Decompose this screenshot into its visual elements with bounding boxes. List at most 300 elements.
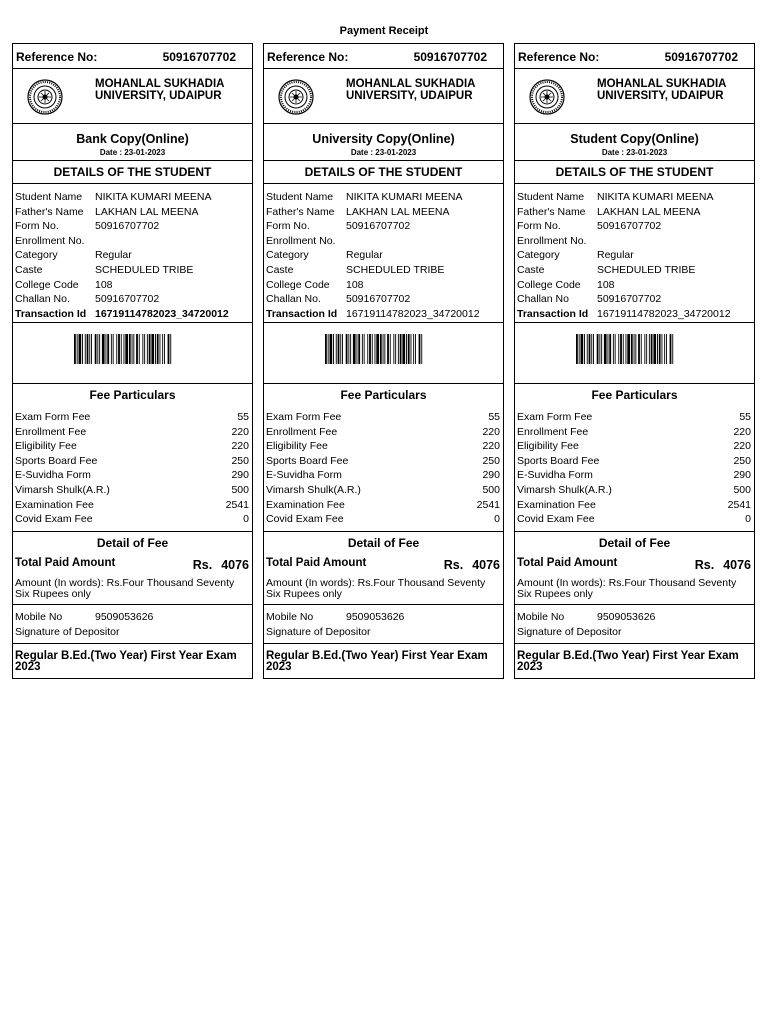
copy-title: Bank Copy(Online) <box>76 132 189 146</box>
barcode-bar <box>151 334 154 364</box>
fee-amount: 220 <box>482 425 500 438</box>
reference-label: Reference No: <box>267 50 349 64</box>
barcode-section <box>13 322 252 383</box>
amount-in-words: Amount (In words): Rs.Four Thousand Seventy Six Rupees only <box>517 577 737 600</box>
exam-name: Regular B.Ed.(Two Year) First Year Exam 2023 <box>266 650 488 673</box>
field-label: Form No. <box>15 220 59 233</box>
barcode-bar <box>411 334 412 364</box>
barcode-bar <box>155 334 156 364</box>
amount-in-words: Amount (In words): Rs.Four Thousand Seventy Six Rupees only <box>15 577 235 600</box>
barcode-bar <box>615 334 616 364</box>
barcode-bar <box>398 334 399 364</box>
barcode-bar <box>95 334 97 364</box>
barcode-bar <box>626 334 627 364</box>
fee-row <box>266 512 500 526</box>
barcode-bar <box>99 334 100 364</box>
field-label: Student Name <box>266 191 334 203</box>
fee-amount: 55 <box>488 411 500 423</box>
copy-header <box>13 123 252 160</box>
fee-detail-section <box>515 531 754 604</box>
copy-header <box>264 123 503 160</box>
field-label: Enrollment No. <box>266 234 336 247</box>
detail-of-fee-heading: Detail of Fee <box>96 536 169 550</box>
barcode-bar <box>395 334 396 364</box>
barcode-bar <box>657 334 658 364</box>
fee-row <box>517 498 751 512</box>
barcode-bar <box>635 334 636 364</box>
barcode-image <box>74 334 192 364</box>
field-label: College Code <box>266 278 330 291</box>
fee-amount: 55 <box>237 411 249 423</box>
barcode-bar <box>576 334 578 364</box>
barcode-bar <box>376 334 379 364</box>
signature-label: Signature of Depositor <box>266 626 371 638</box>
signature-row <box>15 625 249 639</box>
fee-label: Sports Board Fee <box>517 454 600 467</box>
fee-label: Covid Exam Fee <box>517 513 595 526</box>
field-value: NIKITA KUMARI MEENA <box>597 191 714 203</box>
copy-title: University Copy(Online) <box>312 132 455 146</box>
details-heading-section <box>515 160 754 183</box>
fee-row <box>517 483 751 497</box>
barcode-bar <box>579 334 580 364</box>
barcode-bar <box>116 334 117 364</box>
fee-label: Sports Board Fee <box>15 454 98 467</box>
barcode-bar <box>162 334 163 364</box>
field-label: Challan No. <box>266 293 321 306</box>
barcode-bar <box>160 334 161 364</box>
fee-label: Vimarsh Shulk(A.R.) <box>15 484 110 496</box>
fee-row <box>266 454 500 468</box>
total-paid-amount <box>193 558 249 572</box>
details-heading: DETAILS OF THE STUDENT <box>555 165 714 179</box>
fee-row <box>15 410 249 424</box>
exam-name: Regular B.Ed.(Two Year) First Year Exam 2023 <box>517 650 739 673</box>
fee-label: Examination Fee <box>517 498 596 511</box>
barcode-bar <box>670 334 672 364</box>
barcode-bar <box>77 334 78 364</box>
barcode-bar <box>584 334 585 364</box>
barcode-bar <box>164 334 165 364</box>
fee-row <box>15 483 249 497</box>
barcode-bar <box>608 334 609 364</box>
field-value: Regular <box>95 249 132 262</box>
student-row <box>266 263 500 277</box>
barcode-bar <box>591 334 592 364</box>
currency-label: Rs. <box>443 558 464 572</box>
barcode-bar <box>79 334 82 364</box>
barcode-bar <box>85 334 86 364</box>
university-name-line2: UNIVERSITY, UDAIPUR <box>95 90 222 102</box>
field-label: Category <box>15 249 58 262</box>
field-value: 16719114782023_34720012 <box>346 307 480 320</box>
barcode-bar <box>121 334 122 364</box>
signature-label: Signature of Depositor <box>15 626 120 638</box>
fee-particulars-heading: Fee Particulars <box>591 388 678 402</box>
barcode-bar <box>107 334 109 364</box>
barcode-section <box>264 322 503 383</box>
student-row <box>266 292 500 306</box>
field-value: SCHEDULED TRIBE <box>95 264 194 276</box>
barcode-bar <box>157 334 159 364</box>
student-row <box>15 292 249 306</box>
barcode-bar <box>646 334 647 364</box>
depositor-section <box>13 604 252 643</box>
fee-label: Examination Fee <box>266 498 345 511</box>
barcode-bar <box>380 334 382 364</box>
student-row <box>15 205 249 219</box>
university-name-line1: MOHANLAL SUKHADIA <box>597 78 727 90</box>
field-value: 108 <box>95 278 113 291</box>
field-label: Father's Name <box>517 205 586 218</box>
barcode-bar <box>408 334 410 364</box>
barcode-bar <box>353 334 356 364</box>
receipt-copy <box>263 43 504 679</box>
barcode-bar <box>415 334 416 364</box>
barcode-bar <box>102 334 105 364</box>
depositor-section <box>264 604 503 643</box>
barcode-bar <box>620 334 622 364</box>
barcode-bar <box>393 334 394 364</box>
barcode-bar <box>641 334 642 364</box>
fee-label: Exam Form Fee <box>15 411 91 423</box>
barcode-bar <box>387 334 389 364</box>
fee-row <box>517 439 751 453</box>
university-name <box>597 78 726 102</box>
university-seal-icon <box>529 79 565 115</box>
detail-of-fee-heading: Detail of Fee <box>347 536 420 550</box>
details-heading: DETAILS OF THE STUDENT <box>304 165 463 179</box>
field-value: 50916707702 <box>346 293 411 306</box>
barcode-bar <box>406 334 407 364</box>
fee-row <box>266 483 500 497</box>
field-label: Transaction Id <box>266 307 338 320</box>
fee-amount: 2541 <box>225 498 249 511</box>
barcode-bar <box>364 334 365 364</box>
reference-label: Reference No: <box>518 50 600 64</box>
field-value: LAKHAN LAL MEENA <box>95 205 199 218</box>
barcode-bar <box>87 334 89 364</box>
barcode-bar <box>623 334 624 364</box>
barcode-bar <box>659 334 661 364</box>
barcode-bar <box>91 334 92 364</box>
barcode-bar <box>662 334 663 364</box>
barcode-bar <box>589 334 591 364</box>
fee-label: Vimarsh Shulk(A.R.) <box>266 484 361 496</box>
barcode-bar <box>82 334 83 364</box>
mobile-label: Mobile No <box>266 611 314 623</box>
barcode-bar <box>593 334 594 364</box>
field-label: Category <box>266 249 309 262</box>
fee-amount: 0 <box>745 513 751 526</box>
field-label: Form No. <box>266 220 310 233</box>
barcode-bar <box>132 334 133 364</box>
field-label: Caste <box>15 264 43 276</box>
mobile-label: Mobile No <box>517 611 565 623</box>
barcode-bar <box>357 334 358 364</box>
barcode-bar <box>97 334 98 364</box>
barcode-bar <box>133 334 134 364</box>
fee-amount: 500 <box>482 484 500 496</box>
barcode-bar <box>651 334 653 364</box>
details-heading-section <box>264 160 503 183</box>
barcode-bar <box>627 334 630 364</box>
field-label: Father's Name <box>266 205 335 218</box>
mobile-label: Mobile No <box>15 611 63 623</box>
exam-name: Regular B.Ed.(Two Year) First Year Exam 2023 <box>15 650 237 673</box>
total-paid-label: Total Paid Amount <box>266 557 367 569</box>
exam-section <box>515 643 754 680</box>
barcode-bar <box>597 334 599 364</box>
amount-in-words: Amount (In words): Rs.Four Thousand Seventy Six Rupees only <box>266 577 486 600</box>
reference-section <box>264 44 503 68</box>
fee-label: Examination Fee <box>15 498 94 511</box>
total-value: 4076 <box>221 558 249 572</box>
currency-label: Rs. <box>192 558 213 572</box>
fee-particulars-heading: Fee Particulars <box>340 388 427 402</box>
reference-number: 50916707702 <box>162 50 236 64</box>
fee-particulars <box>13 383 252 531</box>
field-label: Challan No. <box>15 293 70 306</box>
fee-label: E-Suvidha Form <box>15 469 91 482</box>
fee-row <box>266 425 500 439</box>
field-label: Caste <box>517 264 545 276</box>
fee-row <box>15 512 249 526</box>
fee-label: Exam Form Fee <box>517 411 593 423</box>
barcode-bar <box>672 334 673 364</box>
reference-section <box>515 44 754 68</box>
field-value: SCHEDULED TRIBE <box>346 264 445 276</box>
fee-detail-section <box>264 531 503 604</box>
barcode-bar <box>664 334 665 364</box>
fee-amount: 220 <box>482 440 500 453</box>
fee-row <box>15 468 249 482</box>
fee-detail-section <box>13 531 252 604</box>
barcode-bar <box>149 334 151 364</box>
barcode-bar <box>649 334 650 364</box>
university-name-line1: MOHANLAL SUKHADIA <box>95 78 225 90</box>
barcode-bar <box>346 334 348 364</box>
reference-number: 50916707702 <box>664 50 738 64</box>
field-value: LAKHAN LAL MEENA <box>346 205 450 218</box>
fee-label: E-Suvidha Form <box>266 469 342 482</box>
barcode-bar <box>666 334 667 364</box>
fee-row <box>517 512 751 526</box>
barcode-bar <box>375 334 376 364</box>
fee-amount: 2541 <box>476 498 500 511</box>
barcode-bar <box>634 334 635 364</box>
receipt-copy <box>12 43 253 679</box>
field-value: 16719114782023_34720012 <box>95 307 229 320</box>
student-row <box>517 190 751 204</box>
fee-amount: 220 <box>231 440 249 453</box>
field-value: 50916707702 <box>95 220 160 233</box>
total-paid-amount <box>444 558 500 572</box>
total-paid-label: Total Paid Amount <box>15 557 116 569</box>
barcode-bar <box>350 334 351 364</box>
fee-label: E-Suvidha Form <box>517 469 593 482</box>
barcode-bar <box>384 334 385 364</box>
fee-amount: 0 <box>494 513 500 526</box>
barcode-bar <box>421 334 422 364</box>
fee-row <box>266 498 500 512</box>
barcode-bar <box>325 334 327 364</box>
fee-row <box>266 468 500 482</box>
barcode-bar <box>413 334 414 364</box>
field-label: Enrollment No. <box>517 234 587 247</box>
exam-section <box>264 643 503 680</box>
field-value: Regular <box>597 249 634 262</box>
field-label: Father's Name <box>15 205 84 218</box>
field-label: Transaction Id <box>517 307 589 320</box>
field-label: Student Name <box>15 191 83 203</box>
fee-row <box>517 468 751 482</box>
field-label: College Code <box>15 278 79 291</box>
barcode-bar <box>113 334 114 364</box>
fee-label: Enrollment Fee <box>15 425 87 438</box>
depositor-section <box>515 604 754 643</box>
barcode-bar <box>168 334 170 364</box>
field-value: 50916707702 <box>597 293 662 306</box>
reference-section <box>13 44 252 68</box>
barcode-bar <box>136 334 138 364</box>
fee-row <box>266 410 500 424</box>
student-details <box>515 183 754 322</box>
barcode-bar <box>383 334 384 364</box>
barcode-bar <box>638 334 640 364</box>
mobile-value: 9509053626 <box>597 611 656 623</box>
fee-label: Enrollment Fee <box>266 425 338 438</box>
student-row <box>517 219 751 233</box>
barcode-bar <box>328 334 329 364</box>
student-row <box>517 263 751 277</box>
receipt-date: Date : 23-01-2023 <box>99 148 166 157</box>
fee-row <box>266 439 500 453</box>
barcode-bar <box>170 334 171 364</box>
student-row <box>266 219 500 233</box>
page-title: Payment Receipt <box>339 25 429 37</box>
reference-label: Reference No: <box>16 50 98 64</box>
field-value: LAKHAN LAL MEENA <box>597 205 701 218</box>
barcode-bar <box>419 334 421 364</box>
university-seal-icon <box>278 79 314 115</box>
student-row <box>15 219 249 233</box>
barcode-bar <box>139 334 140 364</box>
signature-label: Signature of Depositor <box>517 626 622 638</box>
field-value: NIKITA KUMARI MEENA <box>95 191 212 203</box>
currency-label: Rs. <box>694 558 715 572</box>
total-paid-amount <box>695 558 751 572</box>
university-name-line2: UNIVERSITY, UDAIPUR <box>597 90 724 102</box>
barcode-bar <box>599 334 600 364</box>
barcode-bar <box>330 334 333 364</box>
student-row <box>266 248 500 262</box>
reference-number: 50916707702 <box>413 50 487 64</box>
barcode-bar <box>601 334 602 364</box>
total-value: 4076 <box>472 558 500 572</box>
student-row <box>15 190 249 204</box>
university-name <box>95 78 224 102</box>
fee-row <box>15 454 249 468</box>
fee-particulars-heading: Fee Particulars <box>89 388 176 402</box>
mobile-row <box>517 610 751 624</box>
fee-label: Eligibility Fee <box>15 440 77 453</box>
barcode-section <box>515 322 754 383</box>
barcode-image <box>576 334 694 364</box>
detail-of-fee-heading: Detail of Fee <box>598 536 671 550</box>
barcode-bar <box>336 334 337 364</box>
barcode-bar <box>402 334 405 364</box>
student-details <box>13 183 252 322</box>
fee-amount: 0 <box>243 513 249 526</box>
receipt-date: Date : 23-01-2023 <box>350 148 417 157</box>
fee-amount: 2541 <box>727 498 751 511</box>
field-label: Challan No <box>517 293 569 306</box>
fee-amount: 290 <box>482 469 500 482</box>
copy-title: Student Copy(Online) <box>570 132 699 146</box>
barcode-bar <box>118 334 120 364</box>
fee-amount: 290 <box>733 469 751 482</box>
barcode-bar <box>613 334 614 364</box>
student-row <box>266 190 500 204</box>
mobile-row <box>266 610 500 624</box>
barcode-bar <box>129 334 131 364</box>
barcode-bar <box>106 334 107 364</box>
field-label: Transaction Id <box>15 307 87 320</box>
field-label: Category <box>517 249 560 262</box>
field-value: Regular <box>346 249 383 262</box>
university-header <box>13 68 252 123</box>
student-row <box>517 248 751 262</box>
fee-row <box>517 454 751 468</box>
fee-label: Eligibility Fee <box>517 440 579 453</box>
fee-row <box>15 439 249 453</box>
barcode-bar <box>587 334 588 364</box>
fee-amount: 290 <box>231 469 249 482</box>
field-value: 50916707702 <box>597 220 662 233</box>
barcode-bar <box>147 334 148 364</box>
student-row <box>15 248 249 262</box>
field-value: 108 <box>597 278 615 291</box>
student-row <box>517 278 751 292</box>
student-row <box>15 307 249 321</box>
field-value: 16719114782023_34720012 <box>597 307 731 320</box>
barcode-bar <box>609 334 611 364</box>
fee-label: Enrollment Fee <box>517 425 589 438</box>
barcode-bar <box>653 334 656 364</box>
student-row <box>517 234 751 248</box>
barcode-bar <box>74 334 76 364</box>
barcode-image <box>325 334 443 364</box>
field-label: College Code <box>517 278 581 291</box>
barcode-bar <box>358 334 360 364</box>
barcode-bar <box>367 334 368 364</box>
university-name-line1: MOHANLAL SUKHADIA <box>346 78 476 90</box>
student-row <box>266 278 500 292</box>
fee-particulars <box>515 383 754 531</box>
university-header <box>515 68 754 123</box>
fee-label: Covid Exam Fee <box>15 513 93 526</box>
student-row <box>15 278 249 292</box>
fee-label: Exam Form Fee <box>266 411 342 423</box>
fee-amount: 55 <box>739 411 751 423</box>
mobile-value: 9509053626 <box>95 611 154 623</box>
field-label: Enrollment No. <box>15 234 85 247</box>
university-name <box>346 78 475 102</box>
barcode-bar <box>369 334 371 364</box>
exam-section <box>13 643 252 680</box>
fee-amount: 500 <box>733 484 751 496</box>
